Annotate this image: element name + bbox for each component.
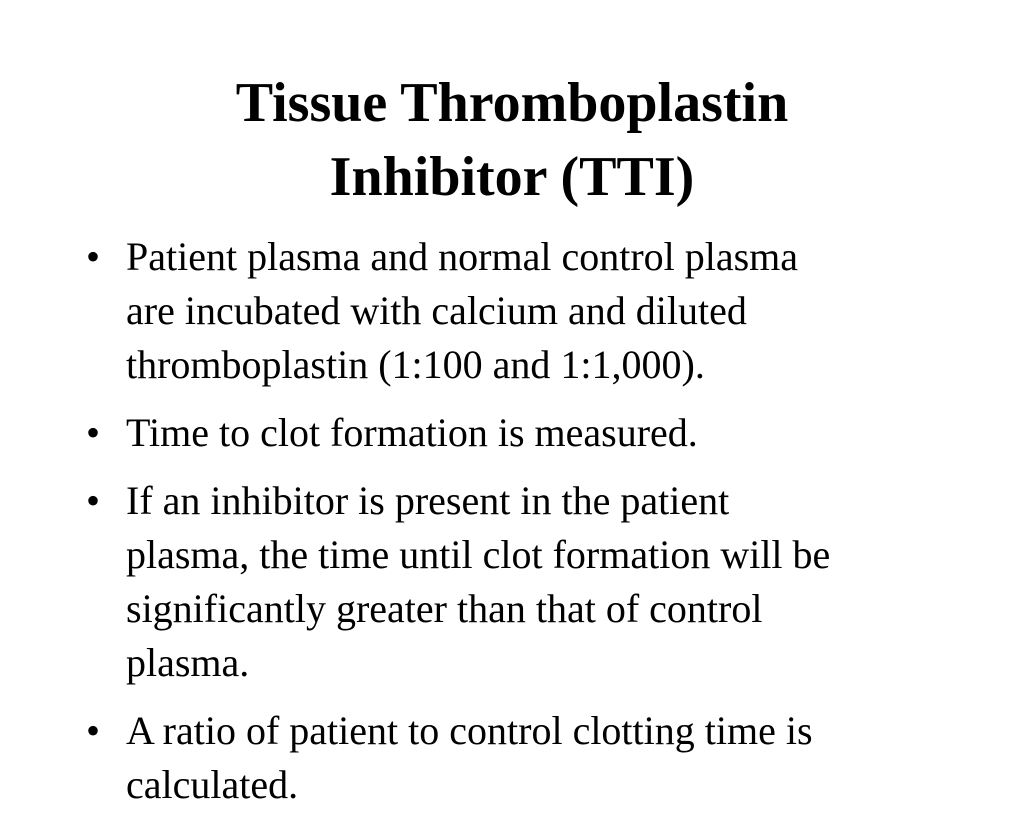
bullet-1-line-2: are incubated with calcium and diluted: [126, 288, 747, 333]
bullet-3-line-3: significantly greater than that of control: [126, 586, 763, 631]
bullet-item-1: [0, 230, 1024, 392]
bullet-icon: •: [86, 478, 101, 523]
bullet-3-line-2: plasma, the time until clot formation will be: [126, 532, 831, 577]
slide-title-line-1: Tissue Thromboplastin: [235, 72, 789, 134]
bullet-4-line-1: A ratio of patient to control clotting time is: [126, 708, 813, 753]
bullet-2-line-1: Time to clot formation is measured.: [126, 410, 698, 455]
bullet-4-line-2: calculated.: [126, 762, 299, 807]
bullet-icon: •: [86, 708, 101, 753]
bullet-icon: •: [86, 234, 101, 279]
bullet-item-4: [0, 704, 1024, 812]
bullet-3-line-1: If an inhibitor is present in the patient: [126, 478, 730, 523]
bullet-1-line-3: thromboplastin (1:100 and 1:1,000).: [126, 342, 705, 387]
slide-title-line-2: Inhibitor (TTI): [329, 146, 695, 208]
bullet-list: [0, 230, 1024, 826]
bullet-1-line-1: Patient plasma and normal control plasma: [126, 234, 799, 279]
bullet-icon: •: [86, 410, 101, 455]
slide-title: [0, 66, 1024, 214]
bullet-item-2: [0, 406, 1024, 460]
bullet-item-3: [0, 474, 1024, 690]
bullet-3-line-4: plasma.: [126, 640, 250, 685]
